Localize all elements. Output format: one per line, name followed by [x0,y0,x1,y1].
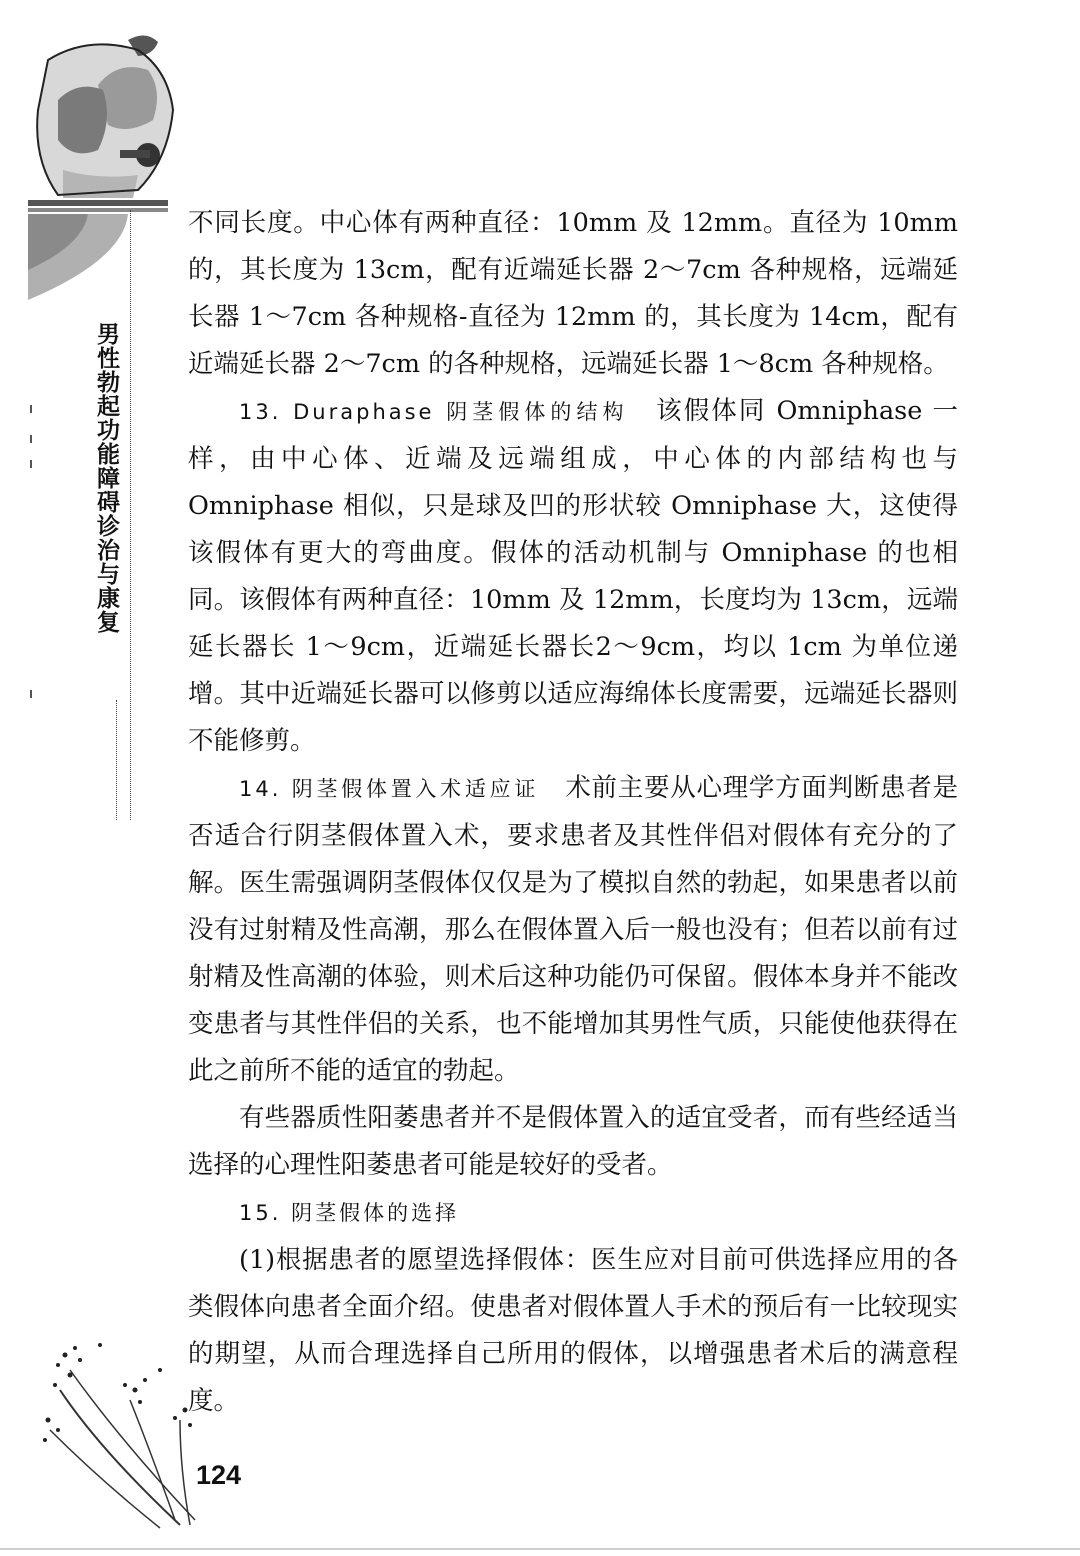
paragraph: 不同长度。中心体有两种直径：10mm 及 12mm。直径为 10mm 的，其长度为 13cm，配有近端延长器 2～7cm 各种规格，远端延长器 1～7cm 各种规格-直径为 12mm 的，其长度为 14cm，配有近端延长器 2～7cm 的各种规格，远端延长器 1～8cm 各种规格。 [188,208,958,379]
section-text: 该假体同 Omniphase 一样，由中心体、近端及远端组成，中心体的内部结构也与 Omniphase 相似，只是球及凹的形状较 Omniphase 大，这使得该假体有更大的弯曲度。假体的活动机制与 Omniphase 的也相同。该假体有两种直径：10mm 及 12mm，长度均为 13cm，远端延长器长 1～9cm，近端延长器长2～9cm，均以 1cm 为单位递增。其中近端延长器可以修剪以适应海绵体长度需要，远端延长器则不能修剪。 [188,396,958,756]
section-heading: 15. 阴茎假体的选择 [239,1201,460,1225]
section-13 [188,388,958,765]
sidebar-band [28,200,168,320]
running-book-title: 男性勃起功能障碍诊治与康复 [93,322,119,634]
section-heading: 13. Duraphase 阴茎假体的结构 [239,400,629,424]
page-number: 124 [196,1460,242,1490]
paragraph: (1)根据患者的愿望选择假体：医生应对目前可供选择应用的各类假体向患者全面介绍。使患者对假体置人手术的预后有一比较现实的期望，从而合理选择自己所用的假体，以增强患者术后的满意程度。 [188,1245,958,1416]
bodybuilder-illustration [28,30,178,200]
body-text [188,200,958,1425]
section-15 [188,1189,958,1237]
section-14 [188,765,958,1095]
sidebar-dotted-rule [130,210,131,820]
section-text: 术前主要从心理学方面判断患者是否适合行阴茎假体置入术，要求患者及其性伴侣对假体有充分的了解。医生需强调阴茎假体仅仅是为了模拟自然的勃起，如果患者以前没有过射精及性高潮，那么在假体置入后一般也没有；但若以前有过射精及性高潮的体验，则术后这种功能仍可保留。假体本身并不能改变患者与其性伴侣的关系，也不能增加其男性气质，只能使他获得在此之前所不能的适宜的勃起。 [188,773,958,1086]
bottom-edge-rule [0,1548,1080,1550]
sidebar-tick-marks [30,400,34,700]
section-heading: 14. 阴茎假体置入术适应证 [239,777,540,801]
floral-decoration [40,1330,220,1530]
sidebar-dotted-rule-secondary [116,700,117,820]
paragraph: 有些器质性阳萎患者并不是假体置入的适宜受者，而有些经适当选择的心理性阳萎患者可能是较好的受者。 [188,1103,958,1180]
